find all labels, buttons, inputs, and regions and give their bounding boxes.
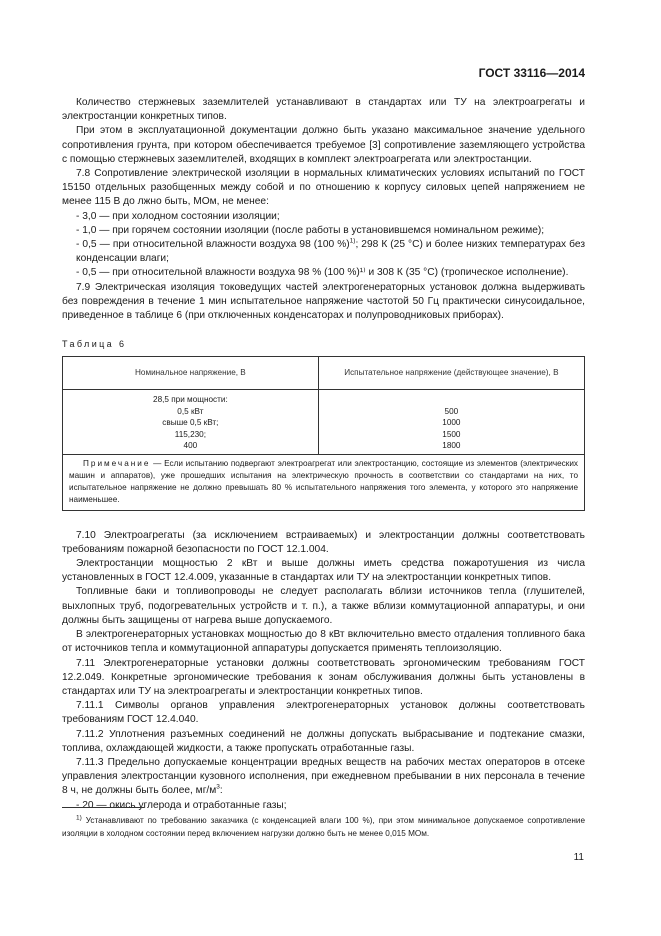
paragraph-7-8: 7.8 Сопротивление электрической изоляции в нормальных климатических условиях испытаний по ГОСТ 15150 отдельных разобщенных между собой и по отношению к корпусу силовых цепей напряжением не менее 115 В до лжно быть, МОм, не менее:: [62, 168, 585, 208]
list-item: - 0,5 — при относительной влажности воздуха 98 (100 %)$^{1)}$; 298 К (25 °С) и более низких температурах без конденсации влаги;: [76, 237, 585, 265]
standard-number: ГОСТ 33116—2014: [478, 66, 585, 80]
table-cell-text: 115,230;: [174, 429, 207, 439]
paragraph: Количество стержневых заземлителей устанавливают в стандартах или ТУ на электроагрегаты и электростанции конкретных типов.: [62, 97, 585, 123]
table-cell-text: 0,5 кВт: [177, 406, 204, 416]
paragraph-7-11: 7.11 Электрогенераторные установки должны соответствовать эргономическим требованиям ГОСТ 12.2.049. Конкретные эргономические требования к зонам обслуживания должны быть установлены в стандартах или ТУ на электроагрегаты и электростанции конкретных типов.: [62, 657, 585, 697]
table-cell-text: 1500: [442, 429, 461, 439]
paragraph-7-11-1: 7.11.1 Символы органов управления электрогенераторных установок должны соответствовать требованиям ГОСТ 12.4.040.: [62, 700, 585, 726]
paragraph-7-10: 7.10 Электроагрегаты (за исключением встраиваемых) и электростанции должны соответствовать требованиям пожарной безопасности по ГОСТ 12.1.004.: [62, 529, 585, 555]
paragraph-7-11-3: 7.11.3 Предельно допускаемые концентрации вредных веществ на рабочих местах операторов в отсеке управления электростанции кузовного исполнения, при ежедневном пребывании в них персонала в течение 8 ч, не должны быть более, $мг/м^3$:: [62, 756, 585, 797]
list-item: - 20 — окись углерода и отработанные газы;: [76, 799, 287, 811]
footnote-mark: 1): [76, 814, 82, 822]
paragraph: Электростанции мощностью 2 кВт и выше должны иметь средства пожаротушения из числа установленных в ГОСТ 12.4.009, указанные в стандартах или ТУ на электростанции конкретных типов.: [62, 558, 585, 584]
table-caption: Таблица 6: [62, 339, 127, 350]
footnote-text: Устанавливают по требованию заказчика (с конденсацией влаги 100 %), при этом минимальное допускаемое сопротивление изоляции в холодном состоянии перед включением нагрузки должно быть не менее 0,015 МОм.: [62, 816, 585, 838]
footnote-ref: 1): [349, 237, 356, 245]
table-note: [63, 455, 585, 510]
test-voltage-cell: [318, 390, 584, 455]
table-cell-text: 1800: [442, 441, 461, 451]
paragraph-7-9: 7.9 Электрическая изоляция токоведущих частей электрогенераторных установок должна выдерживать без повреждения в течение 1 мин испытательное напряжение частотой 50 Гц практически синусоидальное, приведенное в таблице 6 (при отключенных конденсаторах и полупроводниковых приборах).: [62, 281, 585, 322]
footnote-divider: [62, 807, 144, 808]
table-header-nominal: Номинальное напряжение, В: [63, 357, 319, 390]
list-item: - 0,5 — при относительной влажности воздуха 98 % (100 %)¹⁾ и 308 К (35 °С) (тропическое исполнение).: [76, 267, 569, 279]
note-label: Примечание: [83, 459, 151, 469]
table-cell-text: 28,5 при мощности:: [153, 395, 228, 405]
page-number: 11: [573, 852, 584, 863]
paragraph: При этом в эксплуатационной документации должно быть указано максимальное значение удельного сопротивления грунта, при котором обеспечивается требуемое [3] сопротивление заземляющего устройства с помощью стержневых заземлителей, входящих в комплект электроагрегата или электростанции.: [62, 125, 585, 165]
voltage-table: [62, 356, 585, 510]
table-header-test: Испытательное напряжение (действующее значение), В: [318, 357, 584, 390]
list-item: - 3,0 — при холодном состоянии изоляции;: [76, 210, 280, 222]
table-cell-text: 500: [444, 406, 459, 416]
note-text: — Если испытанию подвергают электроагрегат или электростанцию, состоящие из элементов (электрических машин и аппаратов), уже прошедших испытания на электрическую прочность в соответствии со стандартами на них, то испытательное напряжение не должно превышать 80 % испытательного напряжения того элемента, у которого это напряжение наименьшее.: [69, 459, 578, 504]
nominal-voltage-cell: [63, 390, 319, 455]
body-text: [62, 96, 585, 813]
table-cell-text: 400: [183, 441, 198, 451]
paragraph: Топливные баки и топливопроводы не следует располагать вблизи источников тепла (глушителей, выхлопных труб, подогревательных устройств и т. п.), а также вблизи коммутационной аппаратуры, и они должны быть защищены от нагрева выше допускаемого.: [62, 586, 585, 626]
footnote: [62, 814, 585, 840]
paragraph-7-11-2: 7.11.2 Уплотнения разъемных соединений не должны допускать выбрасывание и подтекание смазки, топлива, охлаждающей жидкости, а также пропускать отработанные газы.: [62, 728, 585, 754]
table-cell-text: свыше 0,5 кВт;: [162, 418, 219, 428]
paragraph: В электрогенераторных установках мощностью до 8 кВт включительно вместо отдаления топливного бака от источников тепла и коммутационной аппаратуры допускается применять теплоизоляцию.: [62, 629, 585, 655]
list-item: - 1,0 — при горячем состоянии изоляции (после работы в установившемся номинальном режиме);: [76, 224, 545, 236]
table-cell-text: 1000: [442, 418, 461, 428]
